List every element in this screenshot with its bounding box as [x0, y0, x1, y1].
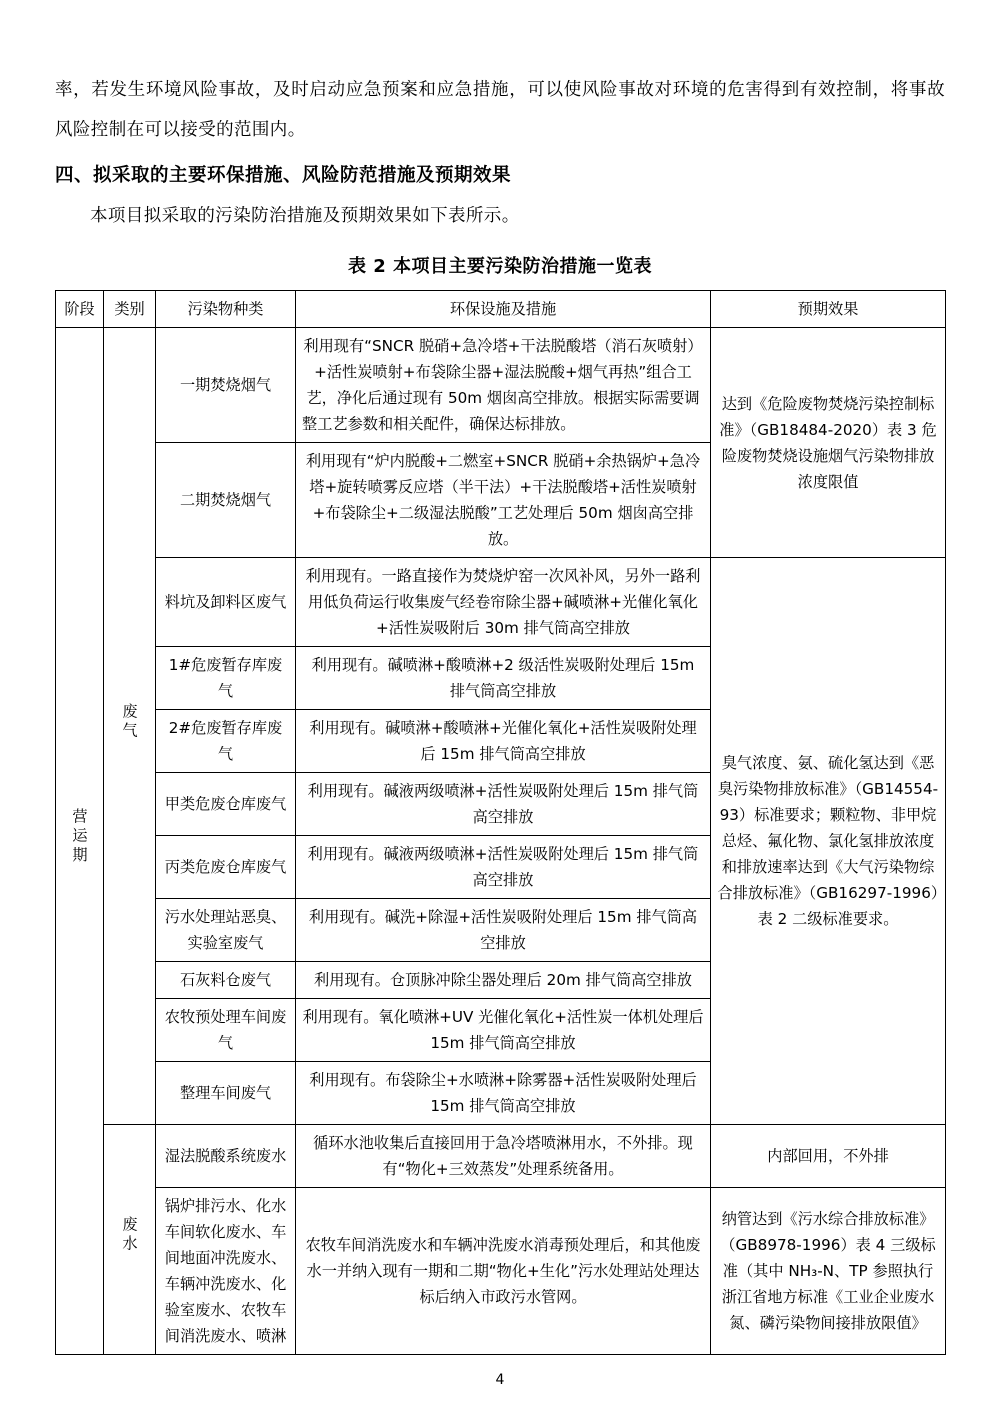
section-heading: 四、拟采取的主要环保措施、风险防范措施及预期效果: [55, 165, 512, 186]
measure-cell: 利用现有。碱喷淋+酸喷淋+光催化氧化+活性炭吸附处理后 15m 排气筒高空排放: [296, 710, 711, 773]
effect-cell: 纳管达到《污水综合排放标准》（GB8978-1996）表 4 三级标准（其中 NH₃-N、TP 参照执行浙江省地方标准《工业企业废水氮、磷污染物间接排放限值》: [711, 1188, 946, 1355]
pollutant-cell: 2#危废暂存库废气: [156, 710, 296, 773]
col-header-category: 类别: [104, 291, 156, 328]
measure-cell: 利用现有。仓顶脉冲除尘器处理后 20m 排气筒高空排放: [296, 962, 711, 999]
pollutant-cell: 1#危废暂存库废气: [156, 647, 296, 710]
col-header-stage: 阶段: [56, 291, 104, 328]
pollutant-cell: 石灰料仓废气: [156, 962, 296, 999]
effect-cell-incineration: 达到《危险废物焚烧污染控制标准》（GB18484-2020）表 3 危险废物焚烧设施烟气污染物排放浓度限值: [711, 328, 946, 558]
table-header-row: [56, 291, 946, 328]
stage-cell: 营运期: [56, 328, 104, 1355]
table-title: 表 2 本项目主要污染防治措施一览表: [347, 256, 653, 277]
measure-cell: 循环水池收集后直接回用于急冷塔喷淋用水，不外排。现有“物化+三效蒸发”处理系统备用。: [296, 1125, 711, 1188]
pollutant-cell: 二期焚烧烟气: [156, 443, 296, 558]
measure-cell: 农牧车间消洗废水和车辆冲洗废水消毒预处理后，和其他废水一并纳入现有一期和二期“物化+生化”污水处理站处理达标后纳入市政污水管网。: [296, 1188, 711, 1355]
pollutant-cell: 农牧预处理车间废气: [156, 999, 296, 1062]
category-cell-waste-gas: 废气: [104, 328, 156, 1125]
measure-cell: 利用现有。碱液两级喷淋+活性炭吸附处理后 15m 排气筒高空排放: [296, 773, 711, 836]
measure-cell: 利用现有。碱洗+除湿+活性炭吸附处理后 15m 排气筒高空排放: [296, 899, 711, 962]
table-row: [56, 558, 946, 647]
intro-paragraph: 率，若发生环境风险事故，及时启动应急预案和应急措施，可以使风险事故对环境的危害得到有效控制，将事故风险控制在可以接受的范围内。: [55, 80, 945, 140]
effect-cell: 内部回用，不外排: [711, 1125, 946, 1188]
measure-cell: 利用现有。一路直接作为焚烧炉窑一次风补风，另外一路利用低负荷运行收集废气经卷帘除尘器+碱喷淋+光催化氧化+活性炭吸附后 30m 排气筒高空排放: [296, 558, 711, 647]
pollutant-cell: 湿法脱酸系统废水: [156, 1125, 296, 1188]
pollutant-cell: 甲类危废仓库废气: [156, 773, 296, 836]
pollutant-cell: 锅炉排污水、化水车间软化废水、车间地面冲洗废水、车辆冲洗废水、化验室废水、农牧车间消洗废水、喷淋: [156, 1188, 296, 1355]
table-row: [56, 328, 946, 443]
category-cell-waste-water: 废水: [104, 1125, 156, 1355]
pollutant-cell: 一期焚烧烟气: [156, 328, 296, 443]
pollution-measures-table: [55, 290, 946, 1355]
measure-cell: 利用现有。氧化喷淋+UV 光催化氧化+活性炭一体机处理后 15m 排气筒高空排放: [296, 999, 711, 1062]
col-header-pollutant: 污染物种类: [156, 291, 296, 328]
pollutant-cell: 整理车间废气: [156, 1062, 296, 1125]
pollutant-cell: 污水处理站恶臭、实验室废气: [156, 899, 296, 962]
measure-cell: 利用现有。布袋除尘+水喷淋+除雾器+活性炭吸附处理后 15m 排气筒高空排放: [296, 1062, 711, 1125]
measure-cell: 利用现有“炉内脱酸+二燃室+SNCR 脱硝+余热锅炉+急冷塔+旋转喷雾反应塔（半干法）+干法脱酸塔+活性炭喷射+布袋除尘+二级湿法脱酸”工艺处理后 50m 烟囱高空排放。: [296, 443, 711, 558]
col-header-measure: 环保设施及措施: [296, 291, 711, 328]
pollutant-cell: 丙类危废仓库废气: [156, 836, 296, 899]
pollutant-cell: 料坑及卸料区废气: [156, 558, 296, 647]
measure-cell: 利用现有。碱液两级喷淋+活性炭吸附处理后 15m 排气筒高空排放: [296, 836, 711, 899]
section-paragraph: 本项目拟采取的污染防治措施及预期效果如下表所示。: [90, 206, 520, 226]
table-row: [56, 1125, 946, 1188]
measure-cell: 利用现有。碱喷淋+酸喷淋+2 级活性炭吸附处理后 15m 排气筒高空排放: [296, 647, 711, 710]
measure-cell: 利用现有“SNCR 脱硝+急冷塔+干法脱酸塔（消石灰喷射）+活性炭喷射+布袋除尘器+湿法脱酸+烟气再热”组合工艺，净化后通过现有 50m 烟囱高空排放。根据实际需要调整工艺参数和相关配件，确保达标排放。: [296, 328, 711, 443]
col-header-effect: 预期效果: [711, 291, 946, 328]
effect-cell-odor: 臭气浓度、氨、硫化氢达到《恶臭污染物排放标准》（GB14554-93）标准要求；颗粒物、非甲烷总烃、氟化物、氯化氢排放浓度和排放速率达到《大气污染物综合排放标准》（GB16297-1996）表 2 二级标准要求。: [711, 558, 946, 1125]
page-number: 4: [495, 1372, 505, 1388]
table-row: [56, 1188, 946, 1355]
